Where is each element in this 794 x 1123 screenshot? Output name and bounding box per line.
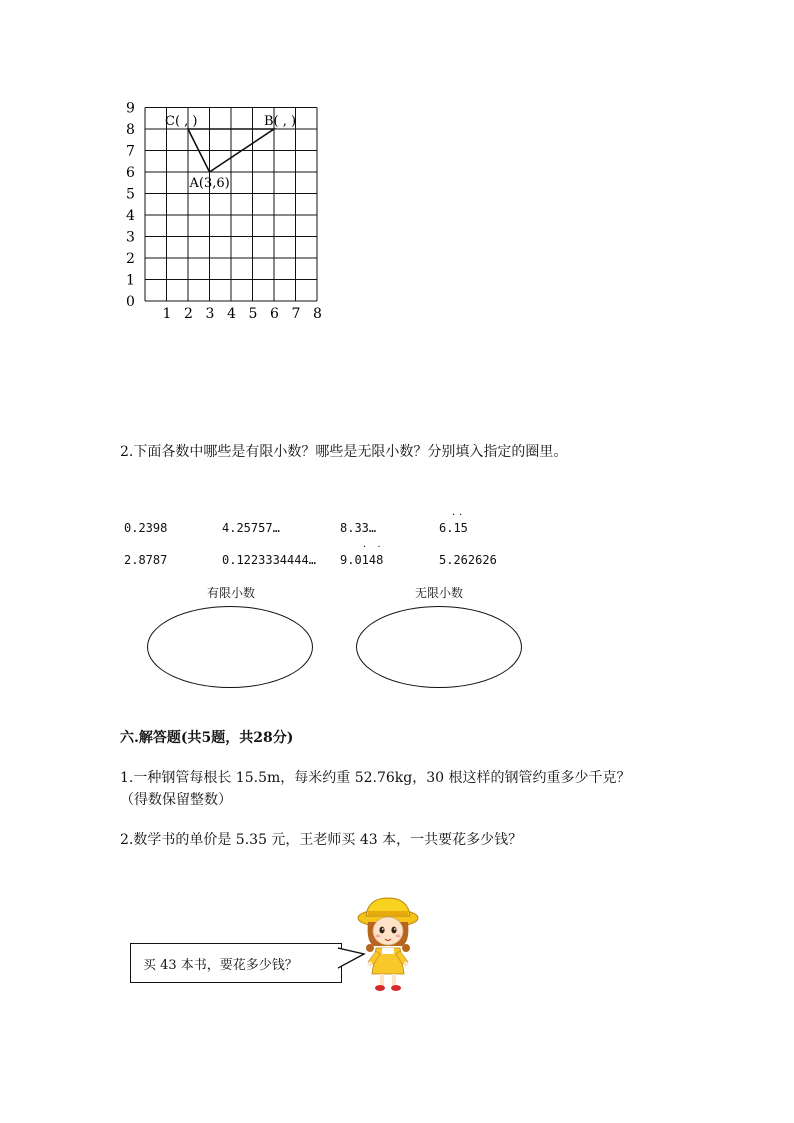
y-tick-label: 2 xyxy=(126,251,135,267)
repeating-dots-6-15: ·· xyxy=(452,510,467,521)
infinite-decimal-oval[interactable] xyxy=(356,606,522,688)
x-tick-label: 3 xyxy=(205,306,215,322)
infinite-decimal-label: 无限小数 xyxy=(414,586,463,600)
number-9-0148: 9.0148 xyxy=(340,553,384,567)
section-6-title: 六.解答题(共5题，共28分) xyxy=(120,730,294,746)
number-5-262626: 5.262626 xyxy=(439,553,497,567)
y-tick-label: 0 xyxy=(126,294,135,310)
number-6-15: 6.15 xyxy=(439,521,468,535)
x-tick-label: 2 xyxy=(184,306,193,322)
s6-q2-text: 2.数学书的单价是 5.35 元，王老师买 43 本，一共要花多少钱？ xyxy=(120,832,523,848)
x-tick-label: 5 xyxy=(248,306,258,322)
y-tick-label: 9 xyxy=(126,100,135,117)
y-tick-label: 3 xyxy=(126,229,135,246)
number-2-8787: 2.8787 xyxy=(124,553,168,567)
y-tick-label: 1 xyxy=(126,272,135,289)
number-8-33: 8.33… xyxy=(340,521,377,535)
grid-lines xyxy=(145,108,317,302)
q2-prompt: 2.下面各数中哪些是有限小数？哪些是无限小数？分别填入指定的圈里。 xyxy=(120,444,568,460)
number-0-1223334444: 0.1223334444… xyxy=(222,553,316,567)
x-tick-label: 4 xyxy=(227,306,236,322)
y-tick-label: 4 xyxy=(126,208,135,224)
finite-decimal-oval[interactable] xyxy=(147,606,313,688)
s6-q1-text: 1.一种钢管每根长 15.5m，每米约重 52.76kg，30 根这样的钢管约重多少千克？ xyxy=(120,770,631,786)
point-c-label: C( , ) xyxy=(165,114,198,129)
girl-cartoon-illustration xyxy=(356,896,422,994)
x-tick-label: 8 xyxy=(313,306,322,322)
speech-text: 买 43 本书，要花多少钱？ xyxy=(143,958,298,973)
s6-q1-note: （得数保留整数） xyxy=(120,792,232,808)
x-axis-ticks xyxy=(163,306,322,322)
coordinate-grid-figure xyxy=(118,92,338,327)
x-tick-label: 7 xyxy=(291,306,301,322)
y-tick-label: 6 xyxy=(126,165,135,181)
number-0-2398: 0.2398 xyxy=(124,521,168,535)
y-axis-ticks xyxy=(126,101,135,311)
x-tick-label: 6 xyxy=(270,306,279,322)
x-tick-label: 1 xyxy=(162,306,172,322)
repeating-dots-9-0148: · · xyxy=(363,542,385,553)
speech-bubble xyxy=(130,943,342,983)
y-tick-label: 7 xyxy=(126,143,135,160)
point-b-label: B( , ) xyxy=(264,114,297,129)
finite-decimal-label: 有限小数 xyxy=(206,586,255,600)
number-4-25757: 4.25757… xyxy=(222,521,280,535)
point-a-label: A(3,6) xyxy=(189,176,230,191)
y-tick-label: 8 xyxy=(126,122,135,138)
y-tick-label: 5 xyxy=(126,186,135,203)
